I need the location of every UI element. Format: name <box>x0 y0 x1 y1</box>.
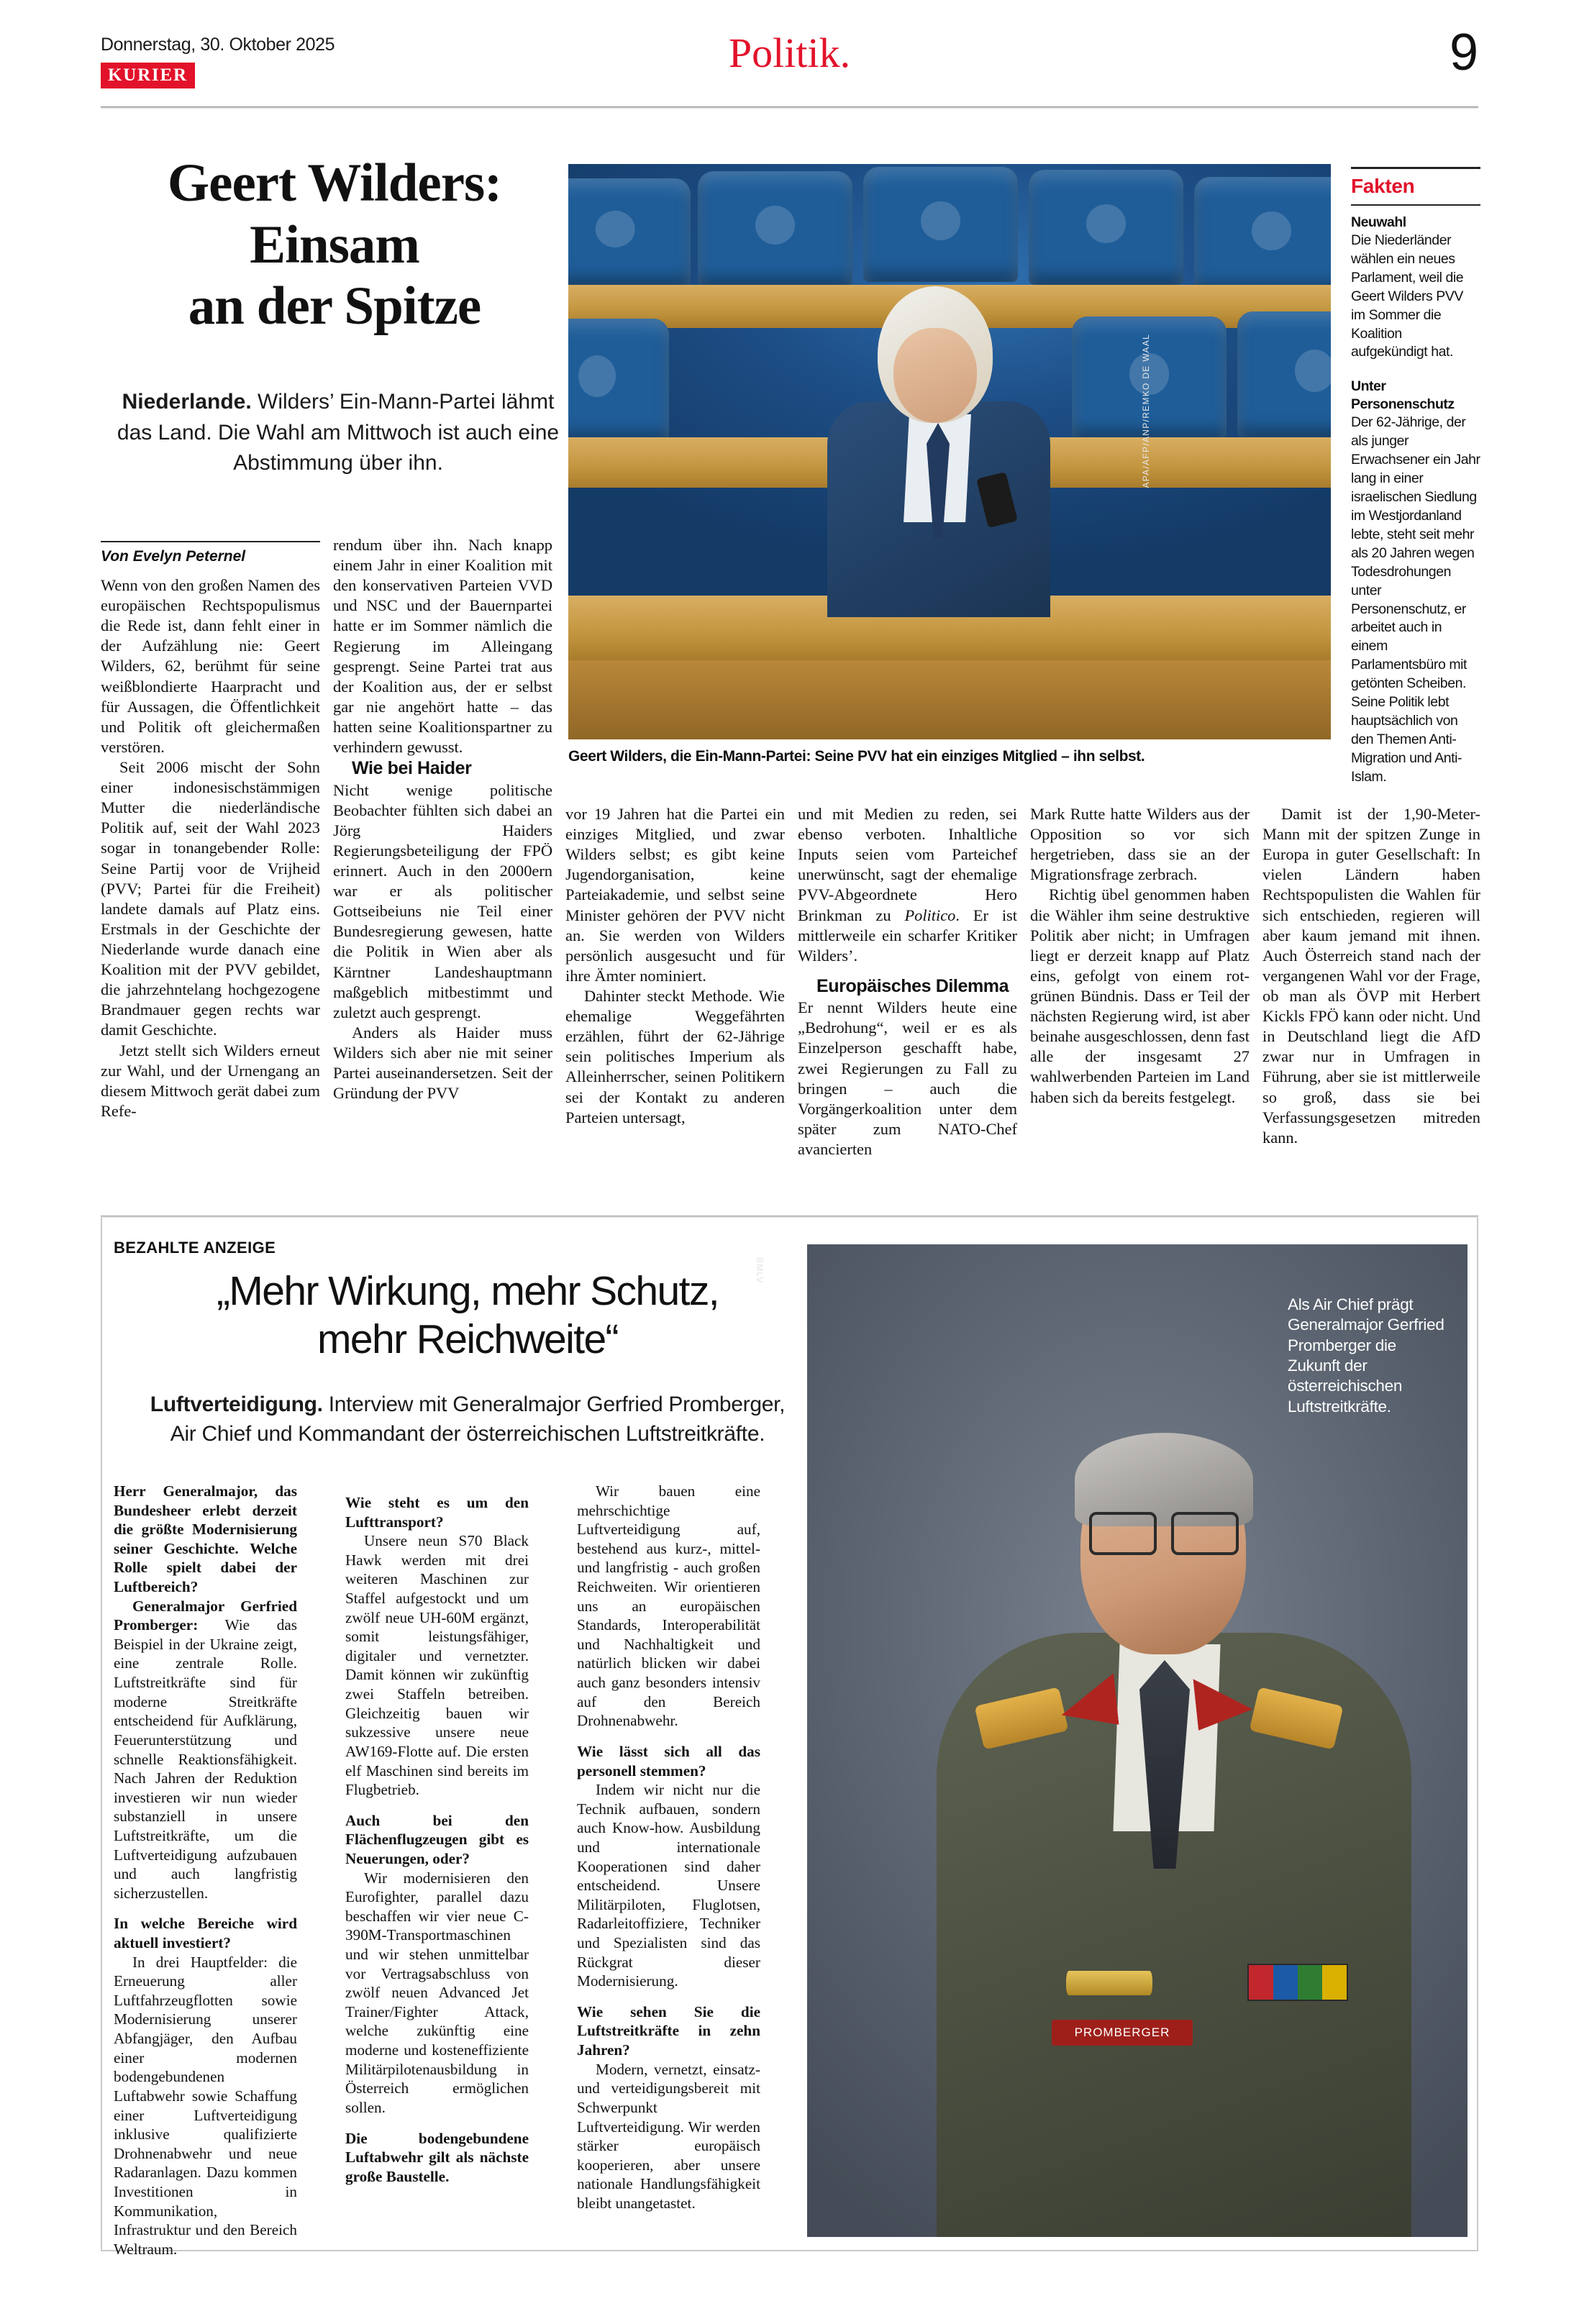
advertisement-column-1 <box>114 1482 297 2259</box>
paragraph: Mark Rutte hatte Wilders aus der Opposition so vor sich hergetrieben, dass sie an der Migrationsfrage zerbrach. <box>1030 805 1250 884</box>
fakten-title: Fakten <box>1351 175 1415 197</box>
headline-line-1: Geert Wilders: <box>167 153 502 213</box>
advertisement-photo-caption: Als Air Chief prägt Generalmajor Gerfried Promberger die Zukunft der österreichischen Luftstreitkräfte. <box>1288 1295 1444 1416</box>
fakten-item <box>1351 378 1480 786</box>
advertisement-headline <box>115 1267 820 1363</box>
kurier-logo: KURIER <box>101 63 195 88</box>
paragraph: rendum über ihn. Nach knapp einem Jahr in einer Koalition mit den konservativen Parteien VVD und NSC und der Bauernpartei hatte er im Sommer nämlich die Regierung im Alleingang gesprengt. Seine Partei trat aus der Koalition aus, der er selbst gar nie angehört hatte – das hatten seine Koalitionspartner zu verhindern gewusst. <box>333 536 552 757</box>
masthead-divider <box>101 106 1478 109</box>
issue-date: Donnerstag, 30. Oktober 2025 <box>101 35 335 55</box>
interview-question: Die bodengebundene Luftabwehr gilt als nächste große Baustelle. <box>345 2129 529 2185</box>
paragraph: Richtig übel genommen haben die Wähler ihm seine destruktive Politik aber nicht; in Umfragen liegt er derzeit knapp auf Platz eins, gefolgt von einem rot-grünen Bündnis. Dass er Teil der nächsten Regierung wird, ist aber beinahe ausgeschlossen, denn fast alle der insgesamt 27 wahlwerbenden Parteien im Land haben sich da bereits festgelegt. <box>1030 885 1250 1106</box>
article-column-1 <box>101 575 320 1121</box>
wilders-face <box>893 328 977 423</box>
article-column-2 <box>333 535 552 1103</box>
paragraph: Anders als Haider muss Wilders sich aber nie mit seiner Partei auseinandersetzen. Seit der Gründung der PVV <box>333 1023 552 1103</box>
chamber-seat <box>698 171 852 286</box>
interview-answer-text: Wie das Beispiel in der Ukraine zeigt, eine zentrale Rolle. Luftstreitkräfte sind für moderne Streitkräfte entscheidend für Aufklärung, Feuerunterstützung und schnelle Reaktionsfähigkeit. Nach Jahren der Reduktion investieren wir nun wieder substanziell in unsere Luftstreitkräfte, um die Luftverteidigung aufzubauen und auch langfristig sicherzustellen. <box>114 1616 297 1902</box>
ad-standfirst-lead: Luftverteidigung. <box>150 1393 323 1416</box>
paragraph: Damit ist der 1,90-Meter-Mann mit der spitzen Zunge in Europa in guter Gesellschaft: In vielen Ländern haben Rechtspopulisten die Wahlen für sich entschieden, regieren will aber kaum jemand mit ihnen. Auch Österreich stand nach der vergangenen Wahl vor der Frage, ob man als ÖVP mit Herbert Kickls FPÖ kann oder nicht. Und in Deutschland liegt die AfD zwar nur in Umfragen in Führung, aber sie ist mittlerweile so groß, dass sie bei Verfassungsgesetzen mitreden kann. <box>1262 805 1480 1147</box>
interview-answer: Wir bauen eine mehrschichtige Luftverteidigung auf, bestehend aus kurz-, mittel- und langfristig - auch großen Reichweiten. Wir orientieren uns an europäischen Standards, Interoperabilität und Nachhaltigkeit und natürlich blicken wir dabei auch ganz besonders intensiv auf den Bereich Drohnenabwehr. <box>577 1482 760 1730</box>
chamber-seat <box>1029 170 1183 285</box>
name-plate <box>1052 2020 1193 2046</box>
advertisement-label: BEZAHLTE ANZEIGE <box>114 1239 276 1257</box>
masthead <box>101 24 1478 108</box>
standfirst-rest: Wilders’ Ein-Mann-Partei lähmt das Land. Die Wahl am Mittwoch ist auch eine Abstimmung über ihn. <box>117 390 560 475</box>
chamber-seat <box>863 167 1018 282</box>
paragraph: Dahinter steckt Methode. Wie ehemalige Weggefährten erzählen, führt der 62-Jährige sein politisches Imperium als Alleinherrscher, seinen Politikern sei der Kontakt zu anderen Parteien untersagt, <box>565 986 785 1126</box>
headline-line-2: Einsam <box>250 214 419 275</box>
article-byline: Von Evelyn Peternel <box>101 548 246 565</box>
interview-question: Wie lässt sich all das personell stemmen? <box>577 1742 760 1780</box>
advertisement-column-3 <box>577 1482 760 2213</box>
chamber-seat <box>1237 311 1331 437</box>
interview-answer: In drei Hauptfelder: die Erneuerung aller Luftfahrzeugflotten sowie Modernisierung unserer Abfangjäger, den Aufbau einer modernen bodengebundenen Luftabwehr sowie Schaffung einer Luftverteidigung inklusive qualifizierte Drohnenabwehr und neue Radaranlagen. Dazu kommen Investitionen in Kommunikation, Infrastruktur und den Bereich Weltraum. <box>114 1953 297 2258</box>
advertisement-standfirst <box>144 1390 791 1449</box>
interview-question: Wie sehen Sie die Luftstreitkräfte in zehn Jahren? <box>577 2002 760 2059</box>
fakten-item-body: Die Niederländer wählen ein neues Parlament, weil die Geert Wilders PVV im Sommer die Koalition aufgekündigt hat. <box>1351 232 1464 360</box>
fakten-mid-rule <box>1351 204 1480 206</box>
paragraph: Jetzt stellt sich Wilders erneut zur Wahl, und der Urnengang an diesem Mittwoch gerät dabei zum Refe- <box>101 1041 320 1120</box>
headline-line-3: an der Spitze <box>188 276 481 336</box>
interview-answer: Unsere neun S70 Black Hawk werden mit drei weiteren Maschinen zur Staffel aufgestockt und um zwölf neue UH-60M ergänzt, somit leistungsfähiger, digitaler und vernetzter. Damit können wir zukünftig zwei Staffeln betreiben. Gleichzeitig bauen wir sukzessive unsere neue AW169-Flotte auf. Die ersten elf Maschinen sind bereits im Flugbetrieb. <box>345 1532 529 1799</box>
fakten-item-heading: Unter Personenschutz <box>1351 378 1455 413</box>
paragraph: Er nennt Wilders heute eine „Bedrohung“, weil er es als Einzelperson geschafft habe, zwei Regierungen zu Fall zu bringen – auch die Vorgängerkoalition unter dem später zum NATO-Chef avancierten <box>798 998 1017 1159</box>
name-plate-label: PROMBERGER <box>1074 2025 1170 2039</box>
interview-answer: Modern, vernetzt, einsatz- und verteidigungsbereit mit Schwerpunkt Luftverteidigung. Wir werden stärker europäisch kooperieren, aber unsere nationale Handlungsfähigkeit bleibt unangetastet. <box>577 2060 760 2212</box>
pilot-wings-badge <box>1066 1971 1152 1995</box>
interview-question: Auch bei den Flächenflugzeugen gibt es Neuerungen, oder? <box>345 1811 529 1867</box>
publication-name: Politico <box>904 906 956 924</box>
interview-answer: Indem wir nicht nur die Technik aufbauen, sondern auch Know-how. Ausbildung und internationale Kooperationen sind daher entscheidend. Unsere Militärpiloten, Fluglotsen, Radarleitoffiziere, Techniker und Spezialisten sind das Rückgrat dieser Modernisierung. <box>577 1781 760 1990</box>
standfirst-lead: Niederlande. <box>122 390 252 414</box>
fakten-sidebar <box>1351 167 1480 803</box>
fakten-item <box>1351 214 1480 362</box>
paragraph: vor 19 Jahren hat die Partei ein einziges Mitglied, und zwar Wilders selbst; es gibt keine Jugendorganisation, keine Parteiakademie, und selbst seine Minister gehören der PVV nicht an. Sie werden von Wilders persönlich ausgesucht und für ihre Ämter nominiert. <box>565 805 785 985</box>
medal-ribbons <box>1247 1964 1348 2001</box>
interview-speaker: Generalmajor Gerfried Promberger: <box>114 1597 297 1634</box>
paragraph <box>798 804 1017 966</box>
article-photo <box>568 164 1331 739</box>
article-column-6 <box>1262 804 1480 1148</box>
section-subhead: Wie bei Haider <box>352 758 472 779</box>
interview-question: Wie steht es um den Lufttransport? <box>345 1494 529 1531</box>
section-subhead: Europäisches Dilemma <box>816 975 1009 996</box>
fakten-item-heading: Neuwahl <box>1351 214 1406 230</box>
interview-answer: Wir modernisieren den Eurofighter, parallel dazu beschaffen wir vier neue C-390M-Transportmaschinen und wir stehen unmittelbar vor Vertragsabschluss von zwölf neuen Advanced Jet Trainer/Fighter Attack, welche zukünftig eine moderne und kosteneffiziente Militärpilotenausbildung in Österreich ermöglichen sollen. <box>345 1869 529 2116</box>
article-column-5 <box>1030 804 1250 1108</box>
article-headline <box>108 152 561 337</box>
paragraph-part-b: . Er ist mittlerweile ein scharfer Kritiker Wilders’. <box>798 906 1017 965</box>
eyeglasses <box>1089 1512 1239 1549</box>
ad-headline-line-1: „Mehr Wirkung, mehr Schutz, <box>217 1268 719 1314</box>
advertisement-column-2 <box>345 1482 529 2186</box>
advertisement-photo-credit: BMLV <box>755 1257 765 1284</box>
article-standfirst <box>115 387 561 479</box>
chamber-seat <box>1194 177 1331 292</box>
chamber-desk-front-lower <box>568 660 1331 739</box>
section-title: Politik. <box>728 29 851 76</box>
byline-rule <box>101 541 320 542</box>
paragraph-part-a: und mit Medien zu reden, sei ebenso verboten. Inhaltliche Inputs seien vom Parteichef unerwünscht, sagt der ehemalige PVV-Abgeordnete Hero Brinkman zu <box>798 805 1017 924</box>
advertisement-top-rule <box>101 1216 1478 1218</box>
paragraph: Nicht wenige politische Beobachter fühlten sich dabei an Jörg Haiders Regierungsbeteiligung der FPÖ erinnert. Auch in den 2000ern war er als politischer Gottseibeiuns nie Teil einer Bundesregierung gewesen, hatte die Politik in Wien aber als Kärntner Landeshauptmann maßgeblich mitbestimmt und zuletzt auch gesprengt. <box>333 780 552 1021</box>
interview-answer <box>114 1597 297 1903</box>
photo-credit: APA/AFP/ANP/REMKO DE WAAL <box>1141 334 1151 488</box>
interview-question: Herr Generalmajor, das Bundesheer erlebt derzeit die größte Modernisierung seiner Geschichte. Welche Rolle spielt dabei der Luftbereich? <box>114 1482 297 1596</box>
ad-headline-line-2: mehr Reichweite“ <box>317 1316 618 1362</box>
article-column-4 <box>798 804 1017 1159</box>
interview-question: In welche Bereiche wird aktuell investiert? <box>114 1915 297 1952</box>
page-number: 9 <box>1449 24 1478 81</box>
paragraph: Wenn von den großen Namen des europäischen Rechtspopulismus die Rede ist, dann fehlt einer in der Aufzählung nie: Geert Wilders, 62, berühmt für seine weißblondierte Haarpracht und für Aussagen, die Öffentlichkeit und Politik oft gleichermaßen verstören. <box>101 576 320 756</box>
photo-caption: Geert Wilders, die Ein-Mann-Partei: Seine PVV hat ein einziges Mitglied – ihn selbst. <box>568 748 1145 765</box>
fakten-item-body: Der 62-Jährige, der als junger Erwachsener ein Jahr lang in einer israelischen Siedlung im Westjordanland lebte, steht seit mehr als 20 Jahren wegen Todesdrohungen unter Personenschutz, er arbeitet auch in einem Parlamentsbüro mit getönten Scheiben. Seine Politik lebt hauptsächlich von den Themen Anti-Migration und Anti-Islam. <box>1351 414 1480 785</box>
fakten-top-rule <box>1351 167 1480 169</box>
ad-standfirst-rest: Interview mit Generalmajor Gerfried Promberger, Air Chief und Kommandant der österreichischen Luftstreitkräfte. <box>170 1393 786 1446</box>
paragraph: Seit 2006 mischt der Sohn einer indonesischstämmigen Mutter die niederländische Politik auf, seit der Wahl 2023 sogar in tonangebender Rolle: Seine Partij voor de Vrijheid (PVV; Partei für die Freiheit) landete damals auf Platz eins. Erstmals in der Geschichte der Niederlande wurde danach eine Koalition mit der PVV gebildet, die jahrzehntelang hochgezogene Brandmauer gegen rechts war damit Geschichte. <box>101 757 320 1039</box>
article-column-3 <box>565 804 785 1128</box>
chamber-seat <box>568 178 691 286</box>
chamber-seat <box>568 319 669 441</box>
